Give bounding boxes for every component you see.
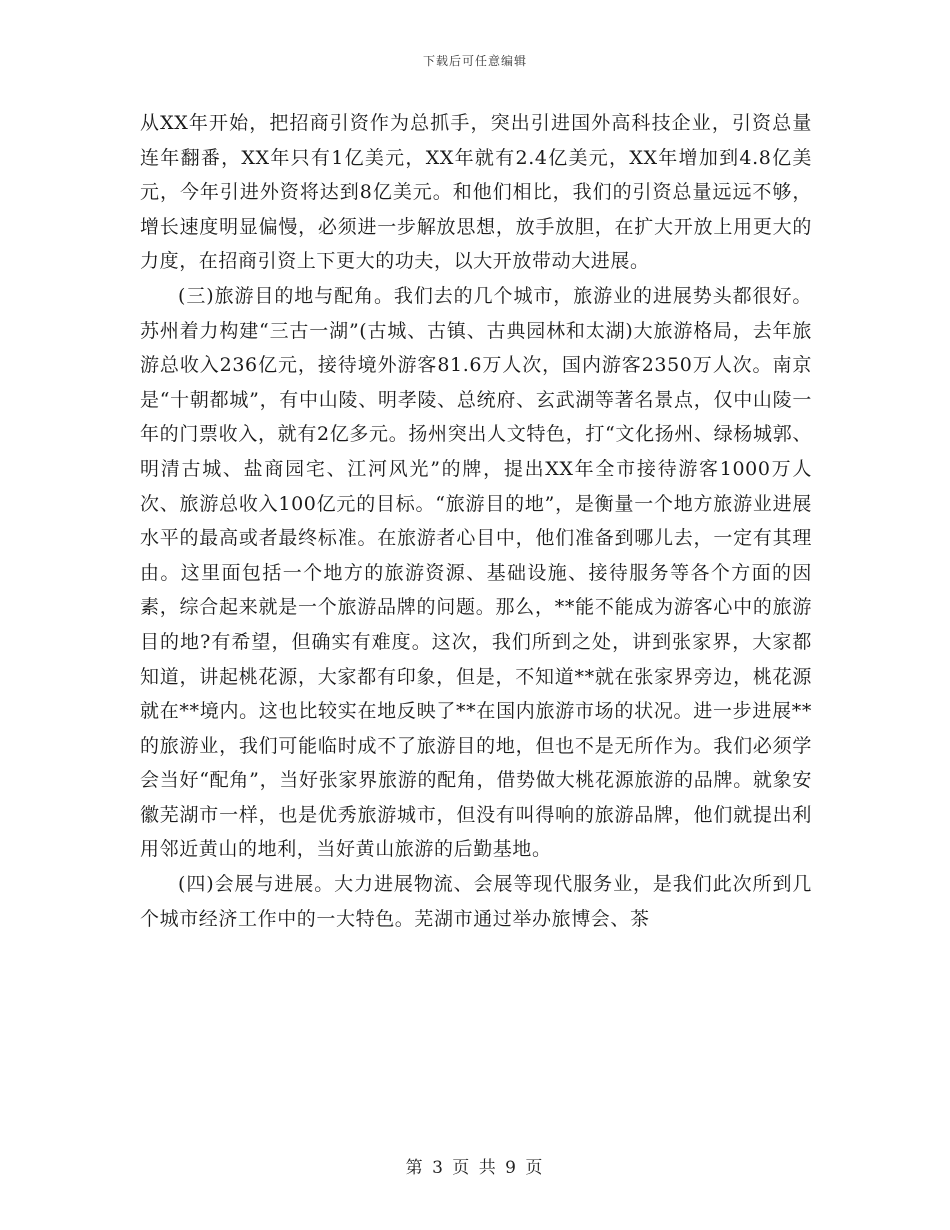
page-header: 下载后可任意编辑 [422, 54, 527, 68]
page-number: 第 3 页 共 9 页 [405, 1158, 545, 1178]
paragraph-continuation: 从XX年开始，把招商引资作为总抓手，突出引进国外高科技企业，引资总量连年翻番，XX年只有1亿美元，XX年就有2.4亿美元，XX年增加到4.8亿美元，今年引进外资将达到8亿美元。和他们相比，我们的引资总量远远不够，增长速度明显偏慢，必须进一步解放思想，放手放胆，在扩大开放上用更大的力度，在招商引资上下更大的功夫，以大开放带动大进展。 [140, 112, 812, 273]
paragraph-tourism: (三)旅游目的地与配角。我们去的几个城市，旅游业的进展势头都很好。苏州着力构建“三古一湖”(古城、古镇、古典园林和太湖)大旅游格局，去年旅游总收入236亿元，接待境外游客81.6万人次，国内游客2350万人次。南京是“十朝都城”，有中山陵、明孝陵、总统府、玄武湖等著名景点，仅中山陵一年的门票收入，就有2亿多元。扬州突出人文特色，打“文化扬州、绿杨城郭、明清古城、盐商园宅、江河风光”的牌，提出XX年全市接待游客1000万人次、旅游总收入100亿元的目标。“旅游目的地”，是衡量一个地方旅游业进展水平的最高或者最终标准。在旅游者心目中，他们准备到哪儿去，一定有其理由。这里面包括一个地方的旅游资源、基础设施、接待服务等各个方面的因素，综合起来就是一个旅游品牌的问题。那么，**能不能成为游客心中的旅游目的地?有希望，但确实有难度。这次，我们所到之处，讲到张家界，大家都知道，讲起桃花源，大家都有印象，但是，不知道**就在张家界旁边，桃花源就在**境内。这也比较实在地反映了**在国内旅游市场的状况。进一步进展**的旅游业，我们可能临时成不了旅游目的地，但也不是无所作为。我们必须学会当好“配角”，当好张家界旅游的配角，借势做大桃花源旅游的品牌。就象安徽芜湖市一样，也是优秀旅游城市，但没有叫得响的旅游品牌，他们就提出利用邻近黄山的地利，当好黄山旅游的后勤基地。 [140, 284, 812, 861]
paragraph-exhibition: (四)会展与进展。大力进展物流、会展等现代服务业，是我们此次所到几个城市经济工作中的一大特色。芜湖市通过举办旅博会、茶 [140, 873, 812, 930]
document-body [140, 106, 812, 936]
